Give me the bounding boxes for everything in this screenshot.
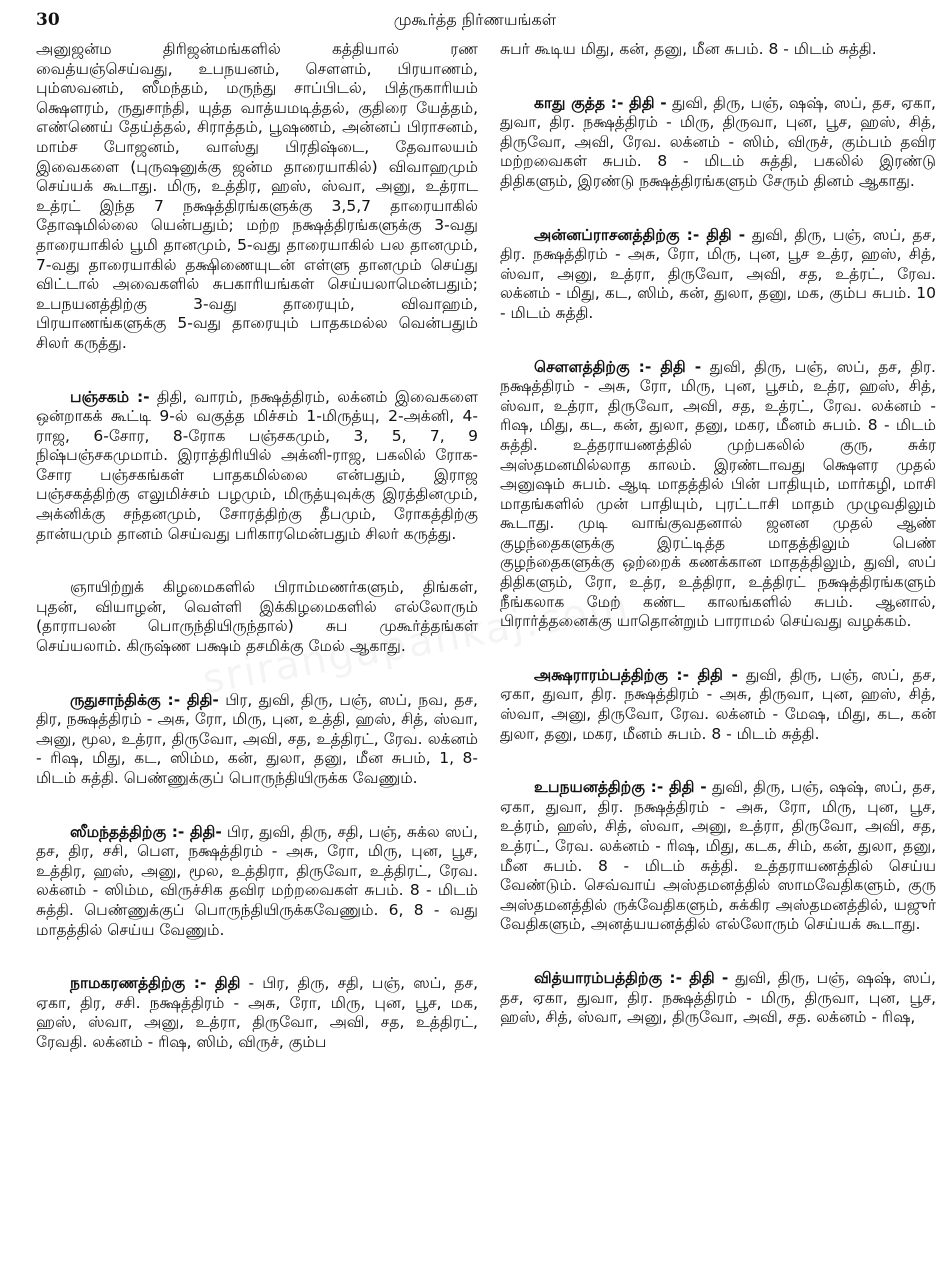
section-heading-aksharabhyasam: அக்ஷராரம்பத்திற்கு :- திதி - — [534, 665, 738, 684]
paragraph-gap — [500, 60, 936, 94]
section-body-ear-piercing: துவி, திரு, பஞ், ஷஷ், ஸப், தச, ஏகா, துவா, திர. நக்ஷத்திரம் - மிரு, திருவா, புன, பூச, ஹஸ், சித், திருவோ, அவி, ரேவ. லக்னம் - ஸிம், விருச், கும்பம் தவிர மற்றவைகள் சுபம். 8 - மிடம் சுத்தி, பகலில் இரண்டு திதிகளும், இரண்டு நக்ஷத்திரங்களும் சேரும் தினம் ஆகாது. — [500, 93, 936, 190]
paragraph-gap — [500, 192, 936, 226]
section-heading-vidyarambam: வித்யாரம்பத்திற்கு :- திதி - — [534, 968, 729, 987]
paragraph-gap — [500, 744, 936, 778]
paragraph-aksharabhyasam — [500, 666, 936, 744]
paragraph-ruthushanthi — [36, 691, 478, 789]
section-heading-namakaranam: நாமகரணத்திற்கு :- திதி — [70, 974, 241, 993]
section-body-vidyarambam: துவி, திரு, பஞ், ஷஷ், ஸப், தச, ஏகா, துவா, திர. நக்ஷத்திரம் - மிரு, திருவா, புன, பூச, ஹஸ், சித், ஸ்வா, அனு, திருவோ, அவி, சத. லக்னம் - ரிஷ, — [500, 968, 936, 1027]
paragraph-gap — [500, 324, 936, 358]
paragraph-gap — [36, 657, 478, 691]
section-body-chaulam: துவி, திரு, பஞ், ஸப், தச, திர. நக்ஷத்திரம் - அசு, ரோ, மிரு, புன, பூசம், உத்ர, ஹஸ், சித், ஸ்வா, உத்ரா, திருவோ, அவி, சத, உத்ரட், ரேவ. லக்னம் - ரிஷ, மிது, கட, கன், துலா, தனு, மகர, மீனம் சுபம். 8 - மிடம் சுத்தி. உத்தராயணத்தில் முற்பகலில் குரு, சுக்ர அஸ்தமனமில்லாத காலம். இரண்டாவது க்ஷௌர முதல் அனுஷம் சுபம். ஆடி மாதத்தில் பின் பாதியும், மார்கழி, மாசி மாதங்களில் முன் பாதியும், புரட்டாசி மாதம் முழுவதிலும் கூடாது. முடி வாங்குவதனால் ஜனன முதல் ஆண் குழந்தைகளுக்கு இரட்டித்த மாதத்திலும் பெண் குழந்தைகளுக்கு ஒற்றைக் கணக்கான மாதத்திலும், துவி, ஸப் திதிகளும், ரோ, உத்ர, உத்திரா, உத்திரட் நக்ஷத்திரங்களும் நீங்கலாக மேற் கண்ட காலங்களில் சுபம். ஆனால், பிரார்த்தனைக்கு யாதொன்றும் பாராமல் செய்வது வழக்கம். — [500, 357, 936, 631]
section-body-ruthushanthi: பிர, துவி, திரு, பஞ், ஸப், நவ, தச, திர, நக்ஷத்திரம் - அசு, ரோ, மிரு, புன, உத்தி, ஹஸ், சித், ஸ்வா, அனு, மூல, உத்ரா, திருவோ, அவி, சத, உத்திரட், ரேவ. லக்னம் - ரிஷ, மிது, கட, ஸிம்ம, கன், துலா, தனு, மீன சுபம், 1, 8-மிடம் சுத்தி. பெண்ணுக்குப் பொருந்தியிருக்க வேணும். — [36, 690, 478, 787]
section-body-panchakam: திதி, வாரம், நக்ஷத்திரம், லக்னம் இவைகளை ஒன்றாகக் கூட்டி 9-ல் வகுத்த மிச்சம் 1-மிருத்யு, 2-அக்னி, 4-ராஜ, 6-சோர, 8-ரோக பஞ்சகமும், 3, 5, 7, 9 நிஷ்பஞ்சகமுமாம். இராத்திரியில் அக்னி-ராஜ, பகலில் ரோக-சோர பஞ்சகங்கள் பாதகமில்லை என்பதும், இராஜ பஞ்சகத்திற்கு எலுமிச்சம் பழமும், மிருத்யுவுக்கு இரத்தினமும், அக்னிக்கு சந்தனமும், சோரத்திற்கு தீபமும், ரோகத்திற்கு தான்யமும் தானம் செய்வது பரிகாரமென்பதும் சிலர் கருத்து. — [36, 387, 478, 543]
paragraph-panchakam — [36, 388, 478, 545]
paragraph-continued: சுபர் கூடிய மிது, கன், தனு, மீன சுபம். 8 - மிடம் சுத்தி. — [500, 40, 877, 58]
paragraph-ear-piercing — [500, 94, 936, 192]
paragraph-gap — [36, 544, 478, 578]
paragraph-anujanma: அனுஜன்ம திரிஜன்மங்களில் கத்தியால் ரண வைத்யஞ்செய்வது, உபநயனம், சௌளம், பிரயாணம், பும்ஸவனம், ஸீமந்தம், மருந்து சாப்பிடல், பித்ருகாரியம் க்ஷௌரம், ருதுசாந்தி, யுத்த வாத்யமடித்தல், குதிரை யேத்தம், எண்ணெய் தேய்த்தல், சிராத்தம், பூஷணம், அன்னப் பிராசனம், மாம்ச போஜனம், வாஸ்து பிரதிஷ்டை, தேவாலயம் இவைகளை (புருஷனுக்கு ஜன்ம தாரையாகில்) விவாஹமும் செய்யக் கூடாது. மிரு, உத்திர, ஹஸ், ஸ்வா, அனு, உத்ராட உத்ரட் இந்த 7 நக்ஷத்திரங்களுக்கு 3,5,7 தாரையாகில் தோஷமில்லை யென்பதும்; மற்ற நக்ஷத்திரங்களுக்கு 3-வது தாரையாகில் பூமி தானமும், 5-வது தாரையாகில் பல தானமும், 7-வது தாரையாகில் தக்ஷிணையுடன் எள்ளு தானமும் செய்து விட்டால் அவைகளில் சுபகாரியங்கள் செய்யலாமென்பதும்; உபநயனத்திற்கு 3-வது தாரையும், விவாஹம், பிரயாணங்களுக்கு 5-வது தாரையும் பாதகமல்ல வென்பதும் சிலர் கருத்து. — [36, 40, 478, 352]
right-column — [500, 40, 936, 1028]
section-body-annaprasanam: துவி, திரு, பஞ், ஸப், தச, திர. நக்ஷத்திரம் - அசு, ரோ, மிரு, புன, பூச உத்ர, ஹஸ், சித், ஸ்வா, அனு, உத்ரா, திருவோ, அவி, சத, உத்ரட், ரேவ. லக்னம் - மிது, கட, ஸிம், கன், துலா, தனு, மக, கும்ப சுபம். 10 - மிடம் சுத்தி. — [500, 225, 936, 322]
section-body-aksharabhyasam: துவி, திரு, பஞ், ஸப், தச, ஏகா, துவா, திர. நக்ஷத்திரம் - அசு, திருவா, புன, ஹஸ், சித், ஸ்வா, அனு, திருவோ, ரேவ. லக்னம் - மேஷ, மிது, கட, கன் துலா, தனு, மகர, மீனம் சுபம். 8 - மிடம் சுத்தி. — [500, 665, 936, 743]
section-heading-chaulam: சௌளத்திற்கு :- திதி - — [534, 357, 702, 376]
paragraph-weekdays: ஞாயிற்றுக் கிழமைகளில் பிராம்மணர்களும், திங்கள், புதன், வியாழன், வெள்ளி இக்கிழமைகளில் எல்லோரும் (தாராபலன் பொருந்தியிருந்தால்) சுப முகூர்த்தங்கள் செய்யலாம். கிருஷ்ண பக்ஷம் தசமிக்கு மேல் ஆகாது. — [36, 578, 478, 656]
paragraph-namakaranam — [36, 974, 478, 1052]
section-heading-panchakam: பஞ்சகம் :- — [70, 387, 150, 406]
section-heading-annaprasanam: அன்னப்ராசனத்திற்கு :- திதி - — [534, 225, 746, 244]
paragraph-gap — [36, 789, 478, 823]
paragraph-gap — [500, 632, 936, 666]
section-heading-seemantham: ஸீமந்தத்திற்கு :- திதி- — [70, 822, 222, 841]
paragraph-upanayanam — [500, 778, 936, 935]
section-body-seemantham: பிர, துவி, திரு, சதி, பஞ், சுக்ல ஸப், தச, திர, சசி, பௌ, நக்ஷத்திரம் - அசு, ரோ, மிரு, புன, பூச, உத்திர, ஹஸ், அனு, மூல, உத்திரா, திருவோ, உத்திரட், ரேவ. லக்னம் - ஸிம்ம, விருச்சிக தவிர மற்றவைகள் சுபம். 8 - மிடம் சுத்தி. பெண்ணுக்குப் பொருந்தியிருக்கவேணும். 6, 8 - வது மாதத்தில் செய்ய வேணும். — [36, 822, 479, 939]
paragraph-seemantham — [36, 823, 478, 941]
section-heading-ear-piercing: காது குத்த :- திதி - — [534, 93, 667, 112]
section-body-namakaranam: - பிர, திரு, சதி, பஞ், ஸப், தச, ஏகா, திர, சசி. நக்ஷத்திரம் - அசு, ரோ, மிரு, புன, பூச, மக, ஹஸ், ஸ்வா, அனு, உத்ரா, திருவோ, அவி, சத, உத்திரட், ரேவதி. லக்னம் - ரிஷ, ஸிம், விருச், கும்ப — [36, 974, 478, 1051]
page-number: 30 — [36, 10, 60, 30]
running-title: முகூர்த்த நிர்ணயங்கள் — [393, 10, 557, 29]
paragraph-annaprasanam — [500, 226, 936, 324]
paragraph-gap — [36, 940, 478, 974]
paragraph-gap — [500, 935, 936, 969]
paragraph-chaulam — [500, 358, 936, 632]
section-body-upanayanam: துவி, திரு, பஞ், ஷஷ், ஸப், தச, ஏகா, துவா, திர. நக்ஷத்திரம் - அசு, ரோ, மிரு, புன, பூச, உத்ரம், ஹஸ், சித், ஸ்வா, அனு, உத்ரா, திருவோ, அவி, சத, உத்ரட், ரேவ. லக்னம் - ரிஷ, மிது, கடக, சிம், கன், துலா, தனு, மீன சுபம். 8 - மிடம் சுத்தி. உத்தராயணத்தில் செய்ய வேண்டும். செவ்வாய் அஸ்தமனத்தில் ஸாமவேதிகளும், குரு அஸ்தமனத்தில் ருக்வேதிகளும், சுக்கிர அஸ்தமனத்தில், யஜுர் வேதிகளும், அனத்யயனத்தில் எல்லோரும் செய்யக் கூடாது. — [500, 778, 936, 934]
paragraph-vidyarambam — [500, 969, 936, 1028]
page-header — [0, 0, 950, 38]
section-heading-upanayanam: உபநயனத்திற்கு :- திதி - — [534, 778, 707, 797]
section-heading-ruthushanthi: ருதுசாந்திக்கு :- திதி- — [70, 690, 219, 709]
paragraph-gap — [36, 354, 478, 388]
left-column — [36, 40, 478, 1053]
